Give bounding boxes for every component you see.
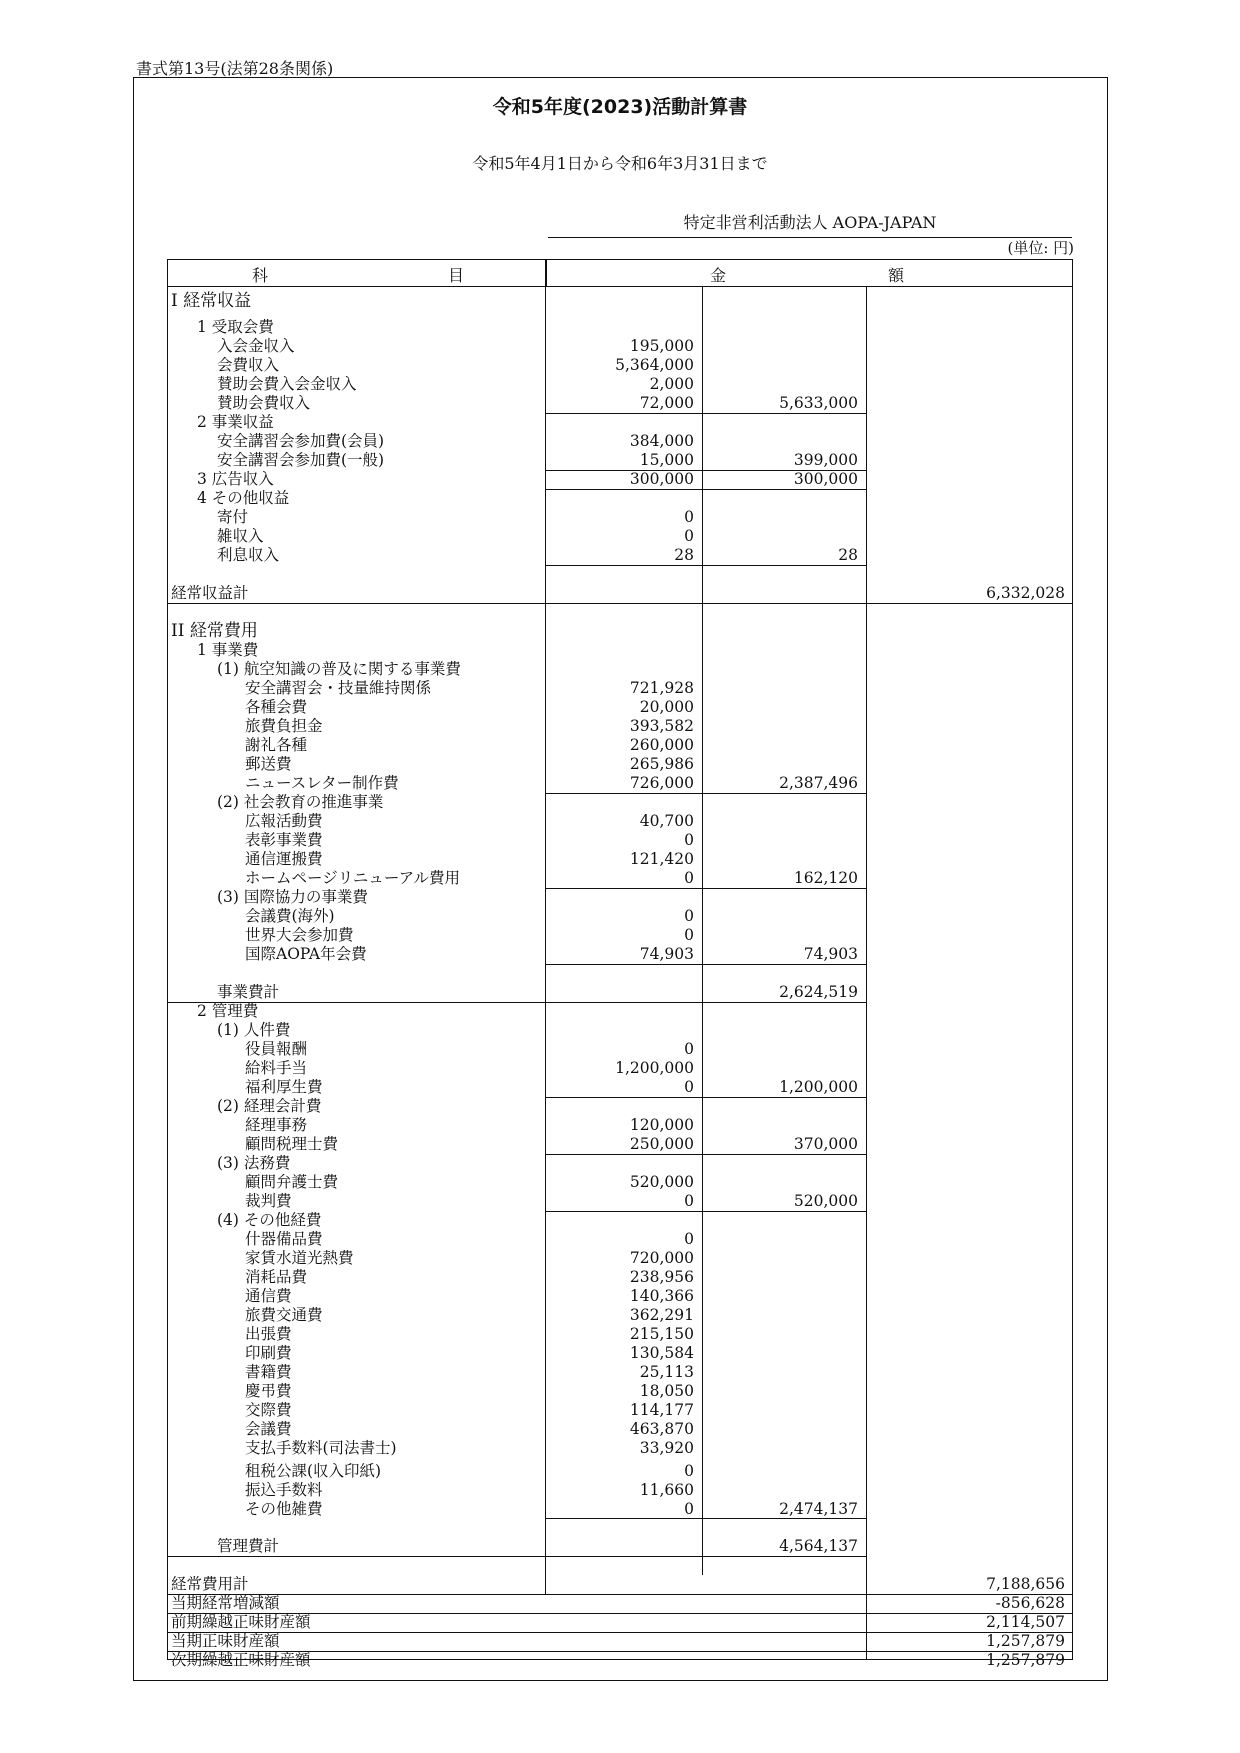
amount-c1: 393,582 [629, 717, 694, 735]
header-kamoku-cell [167, 259, 547, 287]
table-row [167, 375, 1073, 394]
account-label: 顧問税理士費 [245, 1135, 339, 1153]
account-label: 利息収入 [217, 546, 280, 564]
table-row [167, 869, 1073, 888]
account-label: 安全講習会参加費(会員) [217, 432, 385, 450]
amount-c1: 18,050 [639, 1382, 694, 1400]
account-label: 2 事業収益 [197, 413, 274, 431]
amount-c1: 520,000 [629, 1173, 694, 1191]
table-row [167, 1268, 1073, 1287]
header-kamoku-2: 目 [448, 266, 465, 285]
amount-c2: 74,903 [803, 945, 858, 963]
account-label: 顧問弁護士費 [245, 1173, 339, 1191]
account-label: (3) 国際協力の事業費 [217, 888, 368, 906]
fiscal-period: 令和5年4月1日から令和6年3月31日まで [472, 154, 768, 173]
amount-c2: 1,200,000 [779, 1078, 858, 1096]
table-row [167, 622, 1073, 641]
table-row [167, 1230, 1073, 1249]
table-row [167, 546, 1073, 565]
amount-c1: 120,000 [629, 1116, 694, 1134]
table-row [167, 584, 1073, 603]
amount-c2: 370,000 [793, 1135, 858, 1153]
table-row [167, 470, 1073, 489]
amount-c1: 0 [684, 926, 694, 944]
table-row [167, 1462, 1073, 1481]
amount-c2: 520,000 [793, 1192, 858, 1210]
account-label: 印刷費 [245, 1344, 292, 1362]
table-row [167, 983, 1073, 1002]
account-label: 事業費計 [217, 983, 280, 1001]
account-label: 役員報酬 [245, 1040, 308, 1058]
account-label: 出張費 [245, 1325, 292, 1343]
account-label: 会費収入 [217, 356, 280, 374]
amount-c1: 250,000 [629, 1135, 694, 1153]
account-label: 会議費 [245, 1420, 292, 1438]
account-label: 安全講習会参加費(一般) [217, 451, 385, 469]
table-row [167, 1135, 1073, 1154]
table-row [167, 907, 1073, 926]
table-row [167, 432, 1073, 451]
account-label: 前期繰越正味財産額 [171, 1613, 311, 1631]
amount-c1: 463,870 [629, 1420, 694, 1438]
amount-c1: 721,928 [629, 679, 694, 697]
amount-c1: 0 [684, 508, 694, 526]
table-row [167, 926, 1073, 945]
account-label: 2 管理費 [197, 1002, 259, 1020]
account-label: 郵送費 [245, 755, 292, 773]
table-row [167, 1192, 1073, 1211]
amount-c1: 0 [684, 907, 694, 925]
table-row [167, 527, 1073, 546]
table-row [167, 1078, 1073, 1097]
table-horizontal-rule [545, 964, 866, 965]
table-row [167, 337, 1073, 356]
table-row [167, 1002, 1073, 1021]
amount-c2: 2,474,137 [779, 1500, 858, 1518]
account-label: 3 広告収入 [197, 470, 274, 488]
amount-c1: 0 [684, 1192, 694, 1210]
amount-c1: 11,660 [639, 1481, 694, 1499]
amount-c2: 300,000 [793, 470, 858, 488]
amount-c2: 399,000 [793, 451, 858, 469]
account-label: 支払手数料(司法書士) [245, 1439, 397, 1457]
account-label: (2) 経理会計費 [217, 1097, 322, 1115]
table-row [167, 1420, 1073, 1439]
table-row [167, 1059, 1073, 1078]
organization-name: 特定非営利活動法人 AOPA-JAPAN [548, 210, 1072, 238]
account-label: 世界大会参加費 [245, 926, 354, 944]
account-label: 慶弔費 [245, 1382, 292, 1400]
account-label: 福利厚生費 [245, 1078, 323, 1096]
table-row [167, 1537, 1073, 1556]
amount-c3: 2,114,507 [986, 1613, 1065, 1631]
account-label: 1 事業費 [197, 641, 259, 659]
amount-c1: 130,584 [629, 1344, 694, 1362]
table-row [167, 945, 1073, 964]
account-label: 経常収益計 [171, 584, 249, 602]
amount-c1: 15,000 [639, 451, 694, 469]
amount-c1: 260,000 [629, 736, 694, 754]
amount-c1: 114,177 [629, 1401, 694, 1419]
amount-c3: -856,628 [995, 1594, 1065, 1612]
account-label: 租税公課(収入印紙) [245, 1462, 382, 1480]
table-row [167, 1344, 1073, 1363]
table-horizontal-rule [545, 565, 866, 566]
account-label: 振込手数料 [245, 1481, 323, 1499]
amount-c1: 0 [684, 1500, 694, 1518]
amount-c1: 195,000 [629, 337, 694, 355]
account-label: (2) 社会教育の推進事業 [217, 793, 384, 811]
table-row [167, 1211, 1073, 1230]
table-row [167, 1382, 1073, 1401]
account-label: (1) 航空知識の普及に関する事業費 [217, 660, 461, 678]
table-row [167, 394, 1073, 413]
table-row [167, 736, 1073, 755]
account-label: その他雑費 [245, 1500, 323, 1518]
account-label: 通信費 [245, 1287, 292, 1305]
table-row [167, 451, 1073, 470]
account-label: 各種会費 [245, 698, 308, 716]
amount-c1: 20,000 [639, 698, 694, 716]
account-label: 賛助会費収入 [217, 394, 311, 412]
account-label: (4) その他経費 [217, 1211, 322, 1229]
amount-c1: 33,920 [639, 1439, 694, 1457]
account-label: 管理費計 [217, 1537, 280, 1555]
amount-c3: 1,257,879 [986, 1651, 1065, 1669]
table-row [167, 1632, 1073, 1651]
account-label: ホームページリニューアル費用 [245, 869, 460, 887]
table-row [167, 679, 1073, 698]
table-row [167, 850, 1073, 869]
header-kingaku-cell [545, 259, 1073, 287]
table-row [167, 660, 1073, 679]
amount-c1: 0 [684, 869, 694, 887]
amount-c2: 162,120 [793, 869, 858, 887]
table-row [167, 1613, 1073, 1632]
amount-c2: 5,633,000 [779, 394, 858, 412]
amount-c1: 726,000 [629, 774, 694, 792]
amount-c1: 40,700 [639, 812, 694, 830]
table-row [167, 1040, 1073, 1059]
amount-c2: 28 [838, 546, 858, 564]
table-row [167, 292, 1073, 311]
account-label: II 経常費用 [171, 621, 258, 641]
account-label: 旅費負担金 [245, 717, 323, 735]
table-row [167, 1287, 1073, 1306]
amount-c1: 25,113 [639, 1363, 694, 1381]
account-label: 雑収入 [217, 527, 264, 545]
account-label: 経常費用計 [171, 1575, 249, 1593]
amount-c1: 0 [684, 1462, 694, 1480]
table-row [167, 1116, 1073, 1135]
table-row [167, 318, 1073, 337]
account-label: 謝礼各種 [245, 736, 308, 754]
account-label: 寄付 [217, 508, 249, 526]
account-label: ニュースレター制作費 [245, 774, 399, 792]
account-label: 書籍費 [245, 1363, 292, 1381]
amount-c1: 140,366 [629, 1287, 694, 1305]
table-row [167, 1594, 1073, 1613]
account-label: 表彰事業費 [245, 831, 323, 849]
amount-c3: 6,332,028 [986, 584, 1065, 602]
table-row [167, 888, 1073, 907]
account-label: 旅費交通費 [245, 1306, 323, 1324]
amount-c1: 121,420 [629, 850, 694, 868]
account-label: 経理事務 [245, 1116, 308, 1134]
currency-unit: (単位: 円) [1007, 239, 1074, 257]
account-label: 通信運搬費 [245, 850, 323, 868]
table-row [167, 1306, 1073, 1325]
account-label: 広報活動費 [245, 812, 323, 830]
table-row [167, 508, 1073, 527]
amount-c2: 4,564,137 [779, 1537, 858, 1555]
account-label: 裁判費 [245, 1192, 292, 1210]
table-row [167, 1575, 1073, 1594]
table-row [167, 1325, 1073, 1344]
account-label: 当期経常増減額 [171, 1594, 280, 1612]
amount-c1: 238,956 [629, 1268, 694, 1286]
table-row [167, 1173, 1073, 1192]
table-row [167, 831, 1073, 850]
table-horizontal-rule [167, 603, 1073, 604]
account-label: 次期繰越正味財産額 [171, 1651, 311, 1669]
table-row [167, 641, 1073, 660]
account-label: 4 その他収益 [197, 489, 290, 507]
account-label: 什器備品費 [245, 1230, 323, 1248]
amount-c1: 265,986 [629, 755, 694, 773]
amount-c1: 720,000 [629, 1249, 694, 1267]
account-label: 交際費 [245, 1401, 292, 1419]
table-row [167, 1401, 1073, 1420]
account-label: 当期正味財産額 [171, 1632, 280, 1650]
amount-c1: 74,903 [639, 945, 694, 963]
table-row [167, 755, 1073, 774]
table-row [167, 793, 1073, 812]
table-row [167, 1097, 1073, 1116]
amount-c1: 2,000 [649, 375, 694, 393]
table-row [167, 1154, 1073, 1173]
form-number: 書式第13号(法第28条関係) [136, 59, 334, 78]
table-row [167, 1021, 1073, 1040]
table-row [167, 1249, 1073, 1268]
document-title: 令和5年度(2023)活動計算書 [492, 96, 748, 118]
account-label: (1) 人件費 [217, 1021, 291, 1039]
header-kingaku-1: 金 [710, 266, 727, 285]
table-row [167, 356, 1073, 375]
amount-c3: 1,257,879 [986, 1632, 1065, 1650]
table-row [167, 1439, 1073, 1458]
account-label: I 経常収益 [171, 291, 252, 311]
table-row [167, 774, 1073, 793]
table-row [167, 413, 1073, 432]
amount-c1: 0 [684, 1230, 694, 1248]
account-label: (3) 法務費 [217, 1154, 291, 1172]
table-row [167, 1481, 1073, 1500]
table-row [167, 1651, 1073, 1670]
amount-c1: 28 [674, 546, 694, 564]
account-label: 会議費(海外) [245, 907, 335, 925]
table-row [167, 698, 1073, 717]
amount-c1: 362,291 [629, 1306, 694, 1324]
amount-c2: 2,387,496 [779, 774, 858, 792]
amount-c1: 0 [684, 1040, 694, 1058]
table-row [167, 812, 1073, 831]
amount-c1: 5,364,000 [615, 356, 694, 374]
amount-c1: 300,000 [629, 470, 694, 488]
account-label: 1 受取会費 [197, 318, 274, 336]
amount-c1: 0 [684, 527, 694, 545]
header-kamoku-1: 科 [252, 266, 269, 285]
amount-c1: 72,000 [639, 394, 694, 412]
header-kingaku-2: 額 [888, 266, 905, 285]
table-row [167, 489, 1073, 508]
amount-c1: 384,000 [629, 432, 694, 450]
account-label: 消耗品費 [245, 1268, 308, 1286]
account-label: 賛助会費入会金収入 [217, 375, 357, 393]
account-label: 給料手当 [245, 1059, 308, 1077]
table-horizontal-rule [167, 1556, 866, 1557]
amount-c2: 2,624,519 [779, 983, 858, 1001]
table-row [167, 1500, 1073, 1519]
account-label: 入会金収入 [217, 337, 295, 355]
table-row [167, 717, 1073, 736]
amount-c3: 7,188,656 [986, 1575, 1065, 1593]
account-label: 国際AOPA年会費 [245, 945, 367, 963]
account-label: 家賃水道光熱費 [245, 1249, 354, 1267]
amount-c1: 215,150 [629, 1325, 694, 1343]
amount-c1: 0 [684, 831, 694, 849]
amount-c1: 1,200,000 [615, 1059, 694, 1077]
account-label: 安全講習会・技量維持関係 [245, 679, 432, 697]
amount-c1: 0 [684, 1078, 694, 1096]
table-row [167, 1363, 1073, 1382]
